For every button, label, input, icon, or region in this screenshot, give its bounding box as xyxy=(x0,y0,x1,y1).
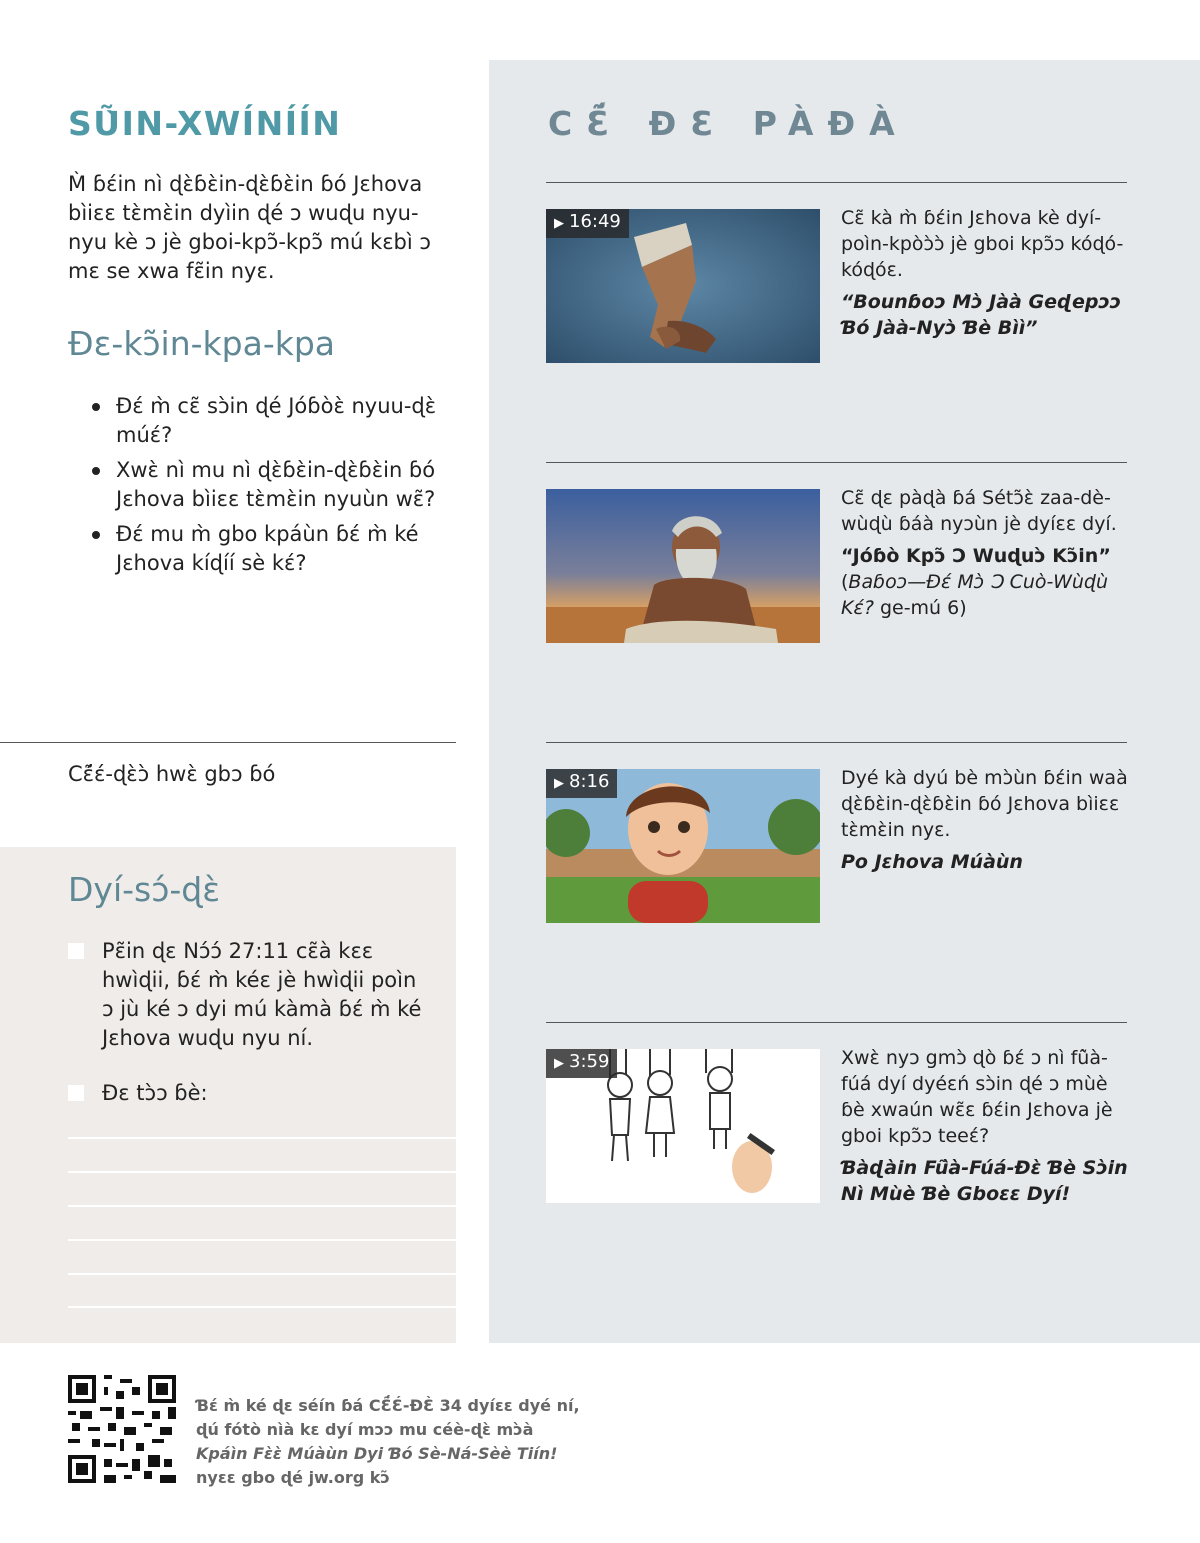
section-divider xyxy=(546,182,1127,183)
bullet-icon xyxy=(92,531,100,539)
section-divider xyxy=(546,742,1127,743)
play-icon: ▶ xyxy=(554,1056,564,1071)
media-description: Xwɛ̀ nyɔ gmɔ̀ ɖò ɓɛ́ ɔ nì fũ̀à-fúá dyí dyéɛń sɔ̀in ɖé ɔ mùè ɓè xwaún wɛ̃ɛ ɓɛ́in Jɛhova jè gboi kpɔ̃ɔ teeɛ́? xyxy=(841,1047,1113,1147)
footer-note xyxy=(196,1394,586,1490)
video-duration-badge xyxy=(546,209,629,238)
media-source-title: Baɓoɔ—Ɖɛ́ Mɔ̀ Ɔ Cuò-Wùɖù Kɛ́? xyxy=(841,571,1109,619)
video-thumbnail[interactable] xyxy=(546,769,820,923)
review-question-text: Xwɛ̀ nì mu nì ɖɛ̀ɓɛ̀in-ɖɛ̀ɓɛ̀in ɓó Jɛhova bìiɛɛ tɛ̀mɛ̀in nyuùn wɛ̃? xyxy=(116,458,436,511)
media-title[interactable]: Ɓàɖàin Fũ̀à-Fúá-Ɖɛ̀ Ɓè Sɔ̀in Nì Mùè Ɓè Gboɛɛ Dyí! xyxy=(841,1157,1128,1205)
writing-line[interactable] xyxy=(68,1306,456,1308)
media-description: Cɛ̃ ɖɛ pàɖà ɓá Sétɔ̃ɛ̀ zaa-dè-wùɖù ɓáà nyɔùn jè dyíɛɛ dyí. xyxy=(841,487,1117,535)
qr-code-icon[interactable] xyxy=(68,1375,176,1483)
section-divider xyxy=(546,1022,1127,1023)
writing-line[interactable] xyxy=(68,1205,456,1207)
media-title[interactable]: “Jóɓò Kpɔ̃ Ɔ Wuɖuɔ̀ Kɔ̃in” xyxy=(841,545,1111,567)
writing-line[interactable] xyxy=(68,1171,456,1173)
media-description: Dyé kà dyú bè mɔ̀ùn ɓɛ́in waà ɖɛ̀ɓɛ̀in-ɖɛ̀ɓɛ̀in ɓó Jɛhova bìiɛɛ tɛ̀mɛ̀in nyɛ. xyxy=(841,767,1128,841)
review-heading: Ɖɛ-kɔ̃in-kpa-kpa xyxy=(68,324,336,363)
media-source: (Baɓoɔ—Ɖɛ́ Mɔ̀ Ɔ Cuò-Wùɖù Kɛ́? ge-mú 6) xyxy=(841,571,1109,619)
writing-line[interactable] xyxy=(68,1137,456,1139)
review-question xyxy=(90,520,450,578)
review-question xyxy=(90,392,450,450)
video-thumbnail[interactable] xyxy=(546,1049,820,1203)
footer-line: ɖú fótò nìà kɛ dyí mɔɔ mu céè-ɖɛ̀ mɔ̀à xyxy=(196,1420,534,1439)
media-item xyxy=(841,485,1131,621)
goals-heading: Dyí-sɔ́-ɖɛ̀ xyxy=(68,870,221,909)
old-man-illustration xyxy=(546,489,820,643)
goal-text: Pɛ̃in ɖɛ Nɔ́ɔ́ 27:11 cɛ̃à kɛɛ hwìɖii, ɓɛ́ m̀ kéɛ jè hwìɖii poìn ɔ jù ké ɔ dyi mú kàmà ɓɛ́ m̀ ké Jɛhova wuɖu nyu ní. xyxy=(102,939,422,1050)
media-description: Cɛ̃ kà m̀ ɓɛ́in Jɛhova kè dyí-poìn-kpòɔ̀ɔ̀ jè gboi kpɔ̃ɔ kóɖó-kóɖóɛ. xyxy=(841,207,1124,281)
section-divider xyxy=(546,462,1127,463)
media-item xyxy=(841,205,1131,341)
video-duration: 16:49 xyxy=(569,211,621,232)
video-thumbnail[interactable] xyxy=(546,489,820,643)
media-item xyxy=(841,1045,1131,1207)
completed-label: Cɛ̃́ɛ́-ɖɛ̀ɔ̀ hwɛ̀ gbɔ ɓó xyxy=(68,762,276,786)
video-duration: 8:16 xyxy=(569,771,610,792)
media-item xyxy=(841,765,1131,875)
play-icon: ▶ xyxy=(554,776,564,791)
summary-heading: SŨ̀IN-XWÍNÍÍN xyxy=(68,104,342,143)
checkbox[interactable] xyxy=(68,1085,84,1101)
media-title[interactable]: Po Jɛhova Múàùn xyxy=(841,851,1023,873)
video-thumbnail[interactable] xyxy=(546,209,820,363)
writing-line[interactable] xyxy=(68,1239,456,1241)
writing-line[interactable] xyxy=(68,1273,456,1275)
video-duration-badge xyxy=(546,769,617,798)
media-title[interactable]: “Bounɓoɔ Mɔ̀ Jàà Geɖepɔɔ Ɓó Jàà-Nyɔ̀ Ɓè Bìì” xyxy=(841,291,1121,339)
footer-line: Ɓɛ́ m̀ ké ɖɛ séín ɓá CƐ̃́Ɛ́-ƉƐ̀ 34 dyíɛɛ dyé ní, xyxy=(196,1396,580,1415)
summary-text: M̀ ɓɛ́in nì ɖɛ̀ɓɛ̀in-ɖɛ̀ɓɛ̀in ɓó Jɛhova bìiɛɛ tɛ̀mɛ̀in dyìin ɖé ɔ wuɖu nyu-nyu kè ɔ jè gboi-kpɔ̃-kpɔ̃ mú kɛbì ɔ mɛ se xwa fɛ̃in nyɛ. xyxy=(68,172,431,283)
video-duration: 3:59 xyxy=(569,1051,610,1072)
play-icon: ▶ xyxy=(554,216,564,231)
footer-line: nyɛɛ gbo ɖé jw.org kɔ̃ xyxy=(196,1468,390,1487)
checkbox[interactable] xyxy=(68,943,84,959)
review-question-text: Ɖɛ́ mu m̀ gbo kpáùn ɓɛ́ m̀ ké Jɛhova kíɖíí sè kɛ́? xyxy=(116,522,419,575)
review-question xyxy=(90,456,450,514)
review-question-text: Ɖɛ́ m̀ cɛ̃ sɔ̀in ɖé Jóɓòɛ̀ nyuu-ɖɛ̀ múɛ́? xyxy=(116,394,437,447)
footer-line-italic: Kpáìn Fɛ̀ɛ̀ Múàùn Dyi Ɓó Sè-Ná-Sèè Tiín! xyxy=(196,1444,558,1463)
review-question-list xyxy=(90,392,450,584)
goal-item xyxy=(68,1079,428,1108)
bullet-icon xyxy=(92,403,100,411)
section-divider xyxy=(0,742,456,743)
video-duration-badge xyxy=(546,1049,617,1078)
bullet-icon xyxy=(92,467,100,475)
explore-heading: CƐ̃́ ƉƐ PÀƉÀ xyxy=(548,104,909,143)
goal-text: Ɖɛ tɔ̀ɔ ɓè: xyxy=(102,1081,208,1105)
goal-item xyxy=(68,937,428,1053)
